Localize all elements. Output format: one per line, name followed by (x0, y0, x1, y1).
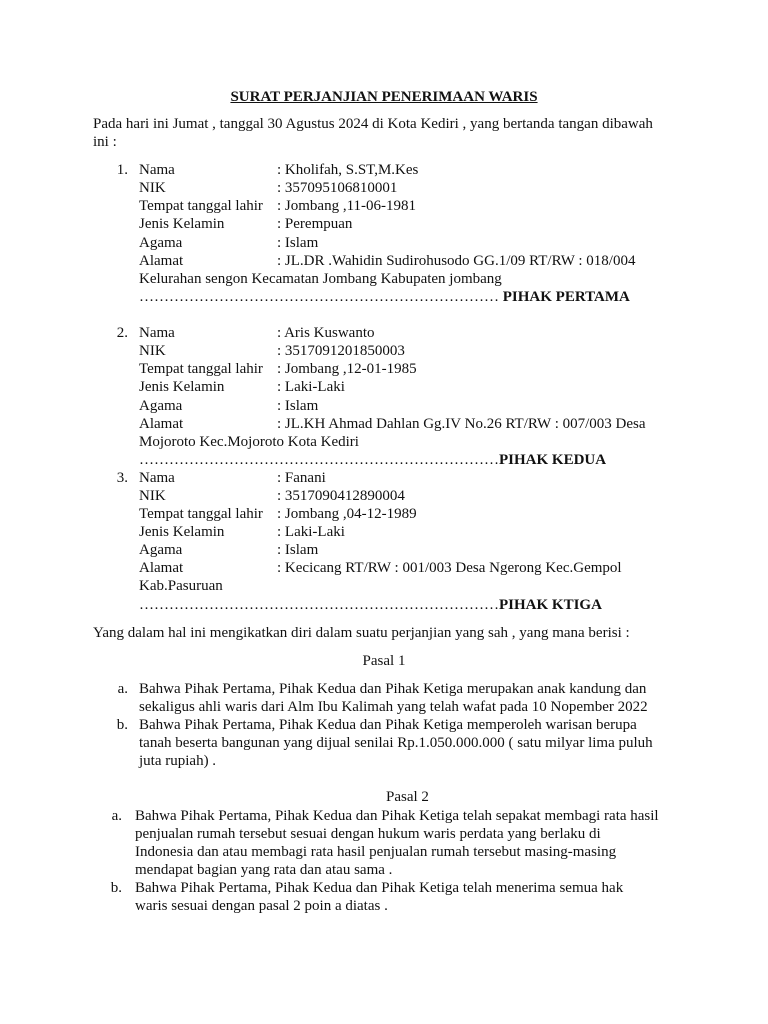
dotted-leader: ……………………………………………………………… (139, 289, 499, 305)
party-role: PIHAK KTIGA (499, 597, 602, 613)
intro-text-line-1: Pada hari ini Jumat , tanggal 30 Agustus 2024 di Kota Kediri , yang bertanda tangan dibawah (93, 116, 653, 132)
value-alamat: : JL.DR .Wahidin Sudirohusodo GG.1/09 RT/RW : 018/004 (277, 253, 636, 269)
value-alamat: : Kecicang RT/RW : 001/003 Desa Ngerong Kec.Gempol (277, 560, 622, 576)
pasal-1-heading: Pasal 1 (362, 653, 406, 669)
dotted-leader: ……………………………………………………………… (139, 597, 499, 613)
signature-line (139, 288, 630, 306)
value-nik: : 3517091201850003 (277, 343, 405, 359)
label-agama: Agama (139, 235, 183, 251)
value-ttl: : Jombang ,11-06-1981 (277, 198, 417, 214)
label-ttl: Tempat tanggal lahir (139, 361, 263, 377)
label-nama: Nama (139, 162, 175, 178)
value-nama: : Fanani (277, 470, 326, 486)
label-ttl: Tempat tanggal lahir (139, 198, 263, 214)
list-marker: b. (110, 880, 122, 896)
party-role: PIHAK KEDUA (499, 452, 607, 468)
label-nik: NIK (139, 343, 166, 359)
value-jenis-kelamin: : Laki-Laki (277, 524, 345, 540)
list-marker: b. (116, 717, 128, 733)
label-jenis-kelamin: Jenis Kelamin (139, 216, 225, 232)
agreement-statement: Yang dalam hal ini mengikatkan diri dalam suatu perjanjian yang sah , yang mana berisi : (93, 625, 630, 641)
value-alamat-continued: Kelurahan sengon Kecamatan Jombang Kabupaten jombang (139, 271, 502, 287)
list-item-line: sekaligus ahli waris dari Alm Ibu Kalimah yang telah wafat pada 10 Nopember 2022 (139, 699, 648, 715)
value-alamat: : JL.KH Ahmad Dahlan Gg.IV No.26 RT/RW : 007/003 Desa (277, 416, 646, 432)
label-ttl: Tempat tanggal lahir (139, 506, 263, 522)
label-agama: Agama (139, 398, 183, 414)
label-nik: NIK (139, 488, 166, 504)
document-title: SURAT PERJANJIAN PENERIMAAN WARIS (230, 89, 538, 105)
list-item-line: Bahwa Pihak Pertama, Pihak Kedua dan Pihak Ketiga telah sepakat membagi rata hasil (135, 808, 659, 824)
list-item-line: Bahwa Pihak Pertama, Pihak Kedua dan Pihak Ketiga merupakan anak kandung dan (139, 681, 647, 697)
label-jenis-kelamin: Jenis Kelamin (139, 379, 225, 395)
list-marker: a. (117, 681, 128, 697)
label-alamat: Alamat (139, 253, 184, 269)
value-ttl: : Jombang ,04-12-1989 (277, 506, 417, 522)
label-nama: Nama (139, 325, 175, 341)
value-nama: : Aris Kuswanto (277, 325, 375, 341)
list-item-line: Bahwa Pihak Pertama, Pihak Kedua dan Pihak Ketiga memperoleh warisan berupa (139, 717, 637, 733)
list-item-line: penjualan rumah tersebut sesuai dengan hukum waris perdata yang berlaku di (135, 826, 601, 842)
list-marker: a. (111, 808, 122, 824)
value-jenis-kelamin: : Perempuan (277, 216, 353, 232)
dotted-leader: ……………………………………………………………… (139, 452, 499, 468)
value-alamat-continued: Mojoroto Kec.Mojoroto Kota Kediri (139, 434, 359, 450)
value-agama: : Islam (277, 235, 319, 251)
party-number: 2. (116, 325, 128, 341)
list-item-line: juta rupiah) . (139, 753, 217, 769)
pasal-2-heading: Pasal 2 (386, 789, 429, 805)
list-item-line: tanah beserta bangunan yang dijual senilai Rp.1.050.000.000 ( satu milyar lima puluh (139, 735, 653, 751)
party-number: 3. (116, 470, 128, 486)
party-number: 1. (116, 162, 128, 178)
label-alamat: Alamat (139, 416, 184, 432)
value-nik: : 357095106810001 (277, 180, 398, 196)
label-jenis-kelamin: Jenis Kelamin (139, 524, 225, 540)
list-item-line: waris sesuai dengan pasal 2 poin a diatas . (135, 898, 388, 914)
value-agama: : Islam (277, 542, 319, 558)
label-nama: Nama (139, 470, 175, 486)
value-nama: : Kholifah, S.ST,M.Kes (277, 162, 419, 178)
list-item-line: mendapat bagian yang rata dan atau sama . (135, 862, 393, 878)
party-role: PIHAK PERTAMA (499, 289, 630, 305)
list-item-line: Bahwa Pihak Pertama, Pihak Kedua dan Pihak Ketiga telah menerima semua hak (135, 880, 624, 896)
signature-line (139, 451, 606, 469)
label-alamat: Alamat (139, 560, 184, 576)
list-item-line: Indonesia dan atau membagi rata hasil penjualan rumah tersebut masing-masing (135, 844, 617, 860)
value-ttl: : Jombang ,12-01-1985 (277, 361, 417, 377)
label-agama: Agama (139, 542, 183, 558)
signature-line (139, 596, 602, 614)
label-nik: NIK (139, 180, 166, 196)
value-nik: : 3517090412890004 (277, 488, 405, 504)
value-jenis-kelamin: : Laki-Laki (277, 379, 345, 395)
value-alamat-continued: Kab.Pasuruan (139, 578, 223, 594)
value-agama: : Islam (277, 398, 319, 414)
intro-text-line-2: ini : (93, 134, 117, 150)
